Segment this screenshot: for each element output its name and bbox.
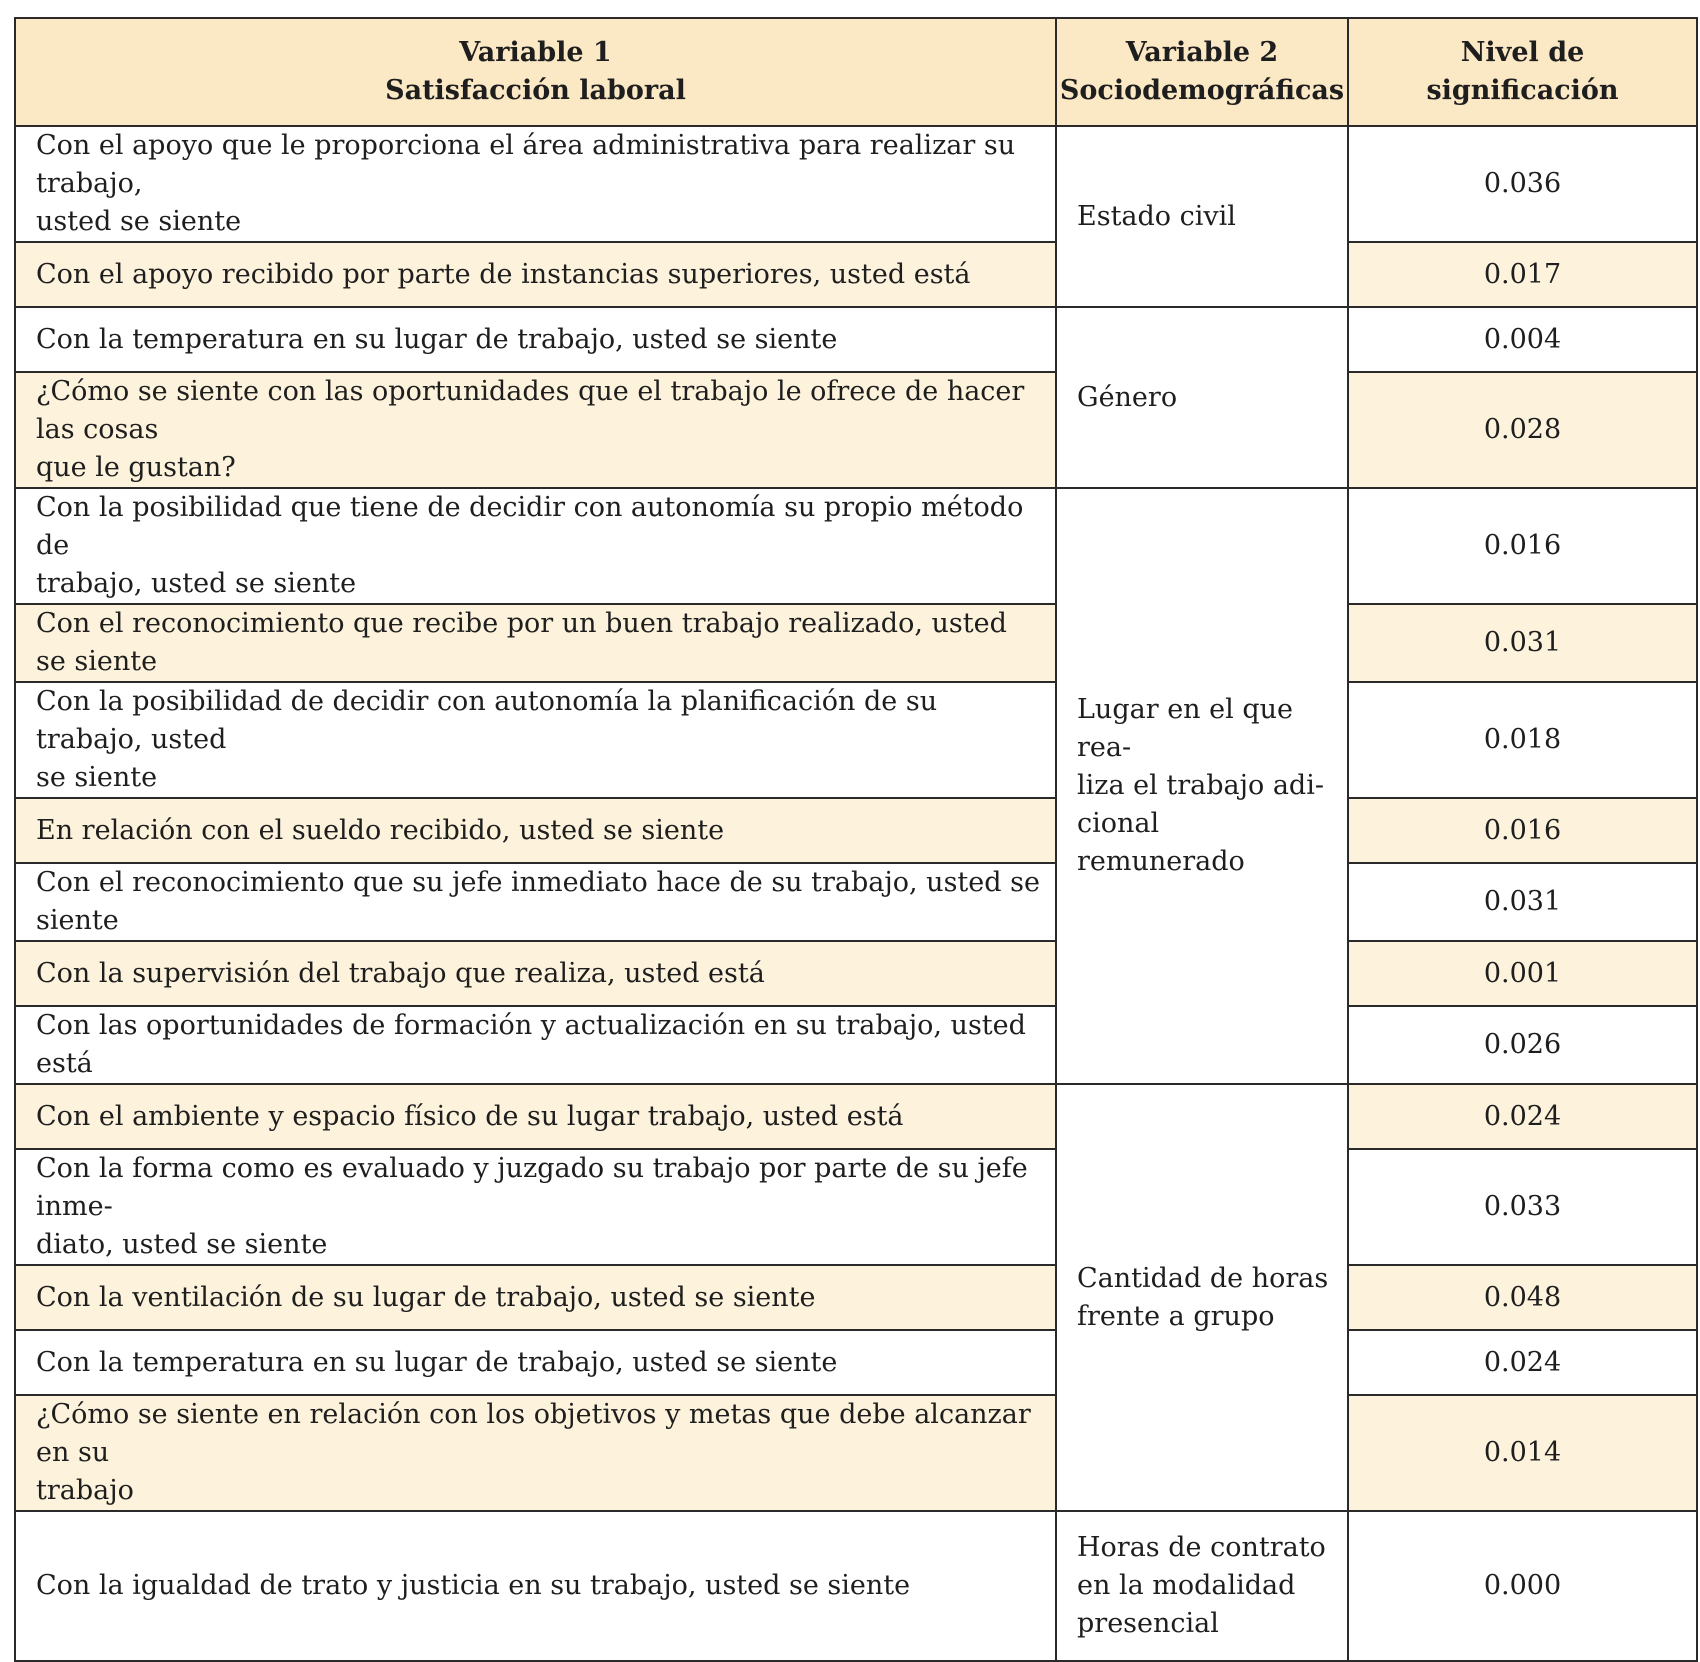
item-cell: Con la forma como es evaluado y juzgado su trabajo por parte de su jefe inme- diato, usted se siente: [15, 1149, 1056, 1265]
header-variable2: Variable 2 Sociodemográficas: [1056, 18, 1348, 126]
significance-cell: 0.026: [1348, 1006, 1697, 1084]
table-row: [15, 242, 1697, 307]
table-row: [15, 126, 1697, 242]
table-row: [15, 1330, 1697, 1395]
item-cell: Con la temperatura en su lugar de trabajo, usted se siente: [15, 307, 1056, 372]
table-row: [15, 1395, 1697, 1511]
variable2-cell: Cantidad de horas frente a grupo: [1056, 1084, 1348, 1511]
header-significance: Nivel de significación: [1348, 18, 1697, 126]
table-row: [15, 798, 1697, 863]
header-variable1: Variable 1 Satisfacción laboral: [15, 18, 1056, 126]
significance-cell: 0.014: [1348, 1395, 1697, 1511]
item-cell: Con el reconocimiento que su jefe inmediato hace de su trabajo, usted se siente: [15, 863, 1056, 941]
table-row: [15, 941, 1697, 1006]
item-cell: En relación con el sueldo recibido, usted se siente: [15, 798, 1056, 863]
table-row: [15, 1265, 1697, 1330]
item-cell: Con la supervisión del trabajo que realiza, usted está: [15, 941, 1056, 1006]
item-cell: Con el ambiente y espacio físico de su lugar trabajo, usted está: [15, 1084, 1056, 1149]
significance-cell: 0.000: [1348, 1511, 1697, 1661]
table-row: [15, 307, 1697, 372]
significance-cell: 0.048: [1348, 1265, 1697, 1330]
significance-cell: 0.033: [1348, 1149, 1697, 1265]
item-cell: ¿Cómo se siente en relación con los objetivos y metas que debe alcanzar en su trabajo: [15, 1395, 1056, 1511]
header-row: [15, 18, 1697, 126]
table-row: [15, 1149, 1697, 1265]
item-cell: Con la posibilidad de decidir con autonomía la planificación de su trabajo, usted se siente: [15, 682, 1056, 798]
table-row: [15, 863, 1697, 941]
significance-cell: 0.004: [1348, 307, 1697, 372]
variable2-cell: Horas de contrato en la modalidad presencial: [1056, 1511, 1348, 1661]
item-cell: Con el apoyo recibido por parte de instancias superiores, usted está: [15, 242, 1056, 307]
significance-cell: 0.031: [1348, 863, 1697, 941]
significance-cell: 0.036: [1348, 126, 1697, 242]
significance-cell: 0.031: [1348, 604, 1697, 682]
significance-cell: 0.017: [1348, 242, 1697, 307]
significance-cell: 0.001: [1348, 941, 1697, 1006]
table-row: [15, 682, 1697, 798]
item-cell: Con el reconocimiento que recibe por un buen trabajo realizado, usted se siente: [15, 604, 1056, 682]
item-cell: Con las oportunidades de formación y actualización en su trabajo, usted está: [15, 1006, 1056, 1084]
variable2-cell: Género: [1056, 307, 1348, 488]
significance-cell: 0.024: [1348, 1330, 1697, 1395]
item-cell: ¿Cómo se siente con las oportunidades que el trabajo le ofrece de hacer las cosas que le gustan?: [15, 372, 1056, 488]
significance-cell: 0.024: [1348, 1084, 1697, 1149]
item-cell: Con la posibilidad que tiene de decidir con autonomía su propio método de trabajo, usted se siente: [15, 488, 1056, 604]
significance-cell: 0.028: [1348, 372, 1697, 488]
table-row: [15, 1006, 1697, 1084]
variable2-cell: Lugar en el que rea- liza el trabajo adi- cional remunerado: [1056, 488, 1348, 1084]
significance-cell: 0.018: [1348, 682, 1697, 798]
item-cell: Con la igualdad de trato y justicia en su trabajo, usted se siente: [15, 1511, 1056, 1661]
table-row: [15, 1511, 1697, 1661]
significance-cell: 0.016: [1348, 488, 1697, 604]
variable2-cell: Estado civil: [1056, 126, 1348, 307]
significance-cell: 0.016: [1348, 798, 1697, 863]
table-row: [15, 604, 1697, 682]
table-row: [15, 488, 1697, 604]
item-cell: Con la ventilación de su lugar de trabajo, usted se siente: [15, 1265, 1056, 1330]
item-cell: Con la temperatura en su lugar de trabajo, usted se siente: [15, 1330, 1056, 1395]
item-cell: Con el apoyo que le proporciona el área administrativa para realizar su trabajo, usted se siente: [15, 126, 1056, 242]
significance-table: [14, 17, 1698, 1662]
table-row: [15, 1084, 1697, 1149]
table-row: [15, 372, 1697, 488]
